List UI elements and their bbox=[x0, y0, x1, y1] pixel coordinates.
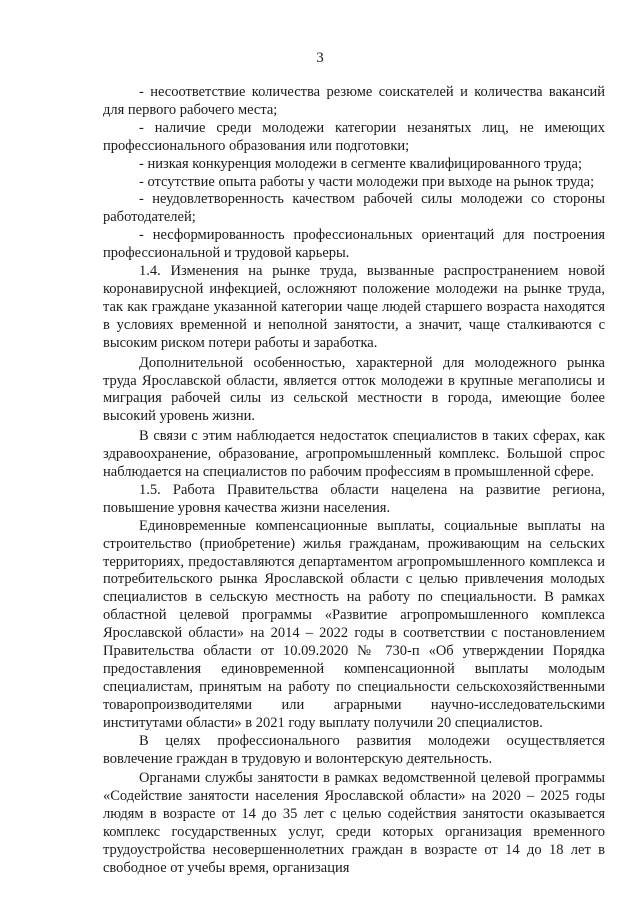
list-item-employer-dissatisfaction: - неудовлетворенность качеством рабочей силы молодежи со стороны работодателей; bbox=[103, 191, 605, 226]
list-item-career-orientation: - несформированность профессиональных ориентаций для построения профессиональной и трудовой карьеры. bbox=[103, 227, 605, 262]
list-item-no-experience: - отсутствие опыта работы у части молодежи при выходе на рынок труда; bbox=[139, 173, 595, 190]
paragraph-employment-services: Органами службы занятости в рамках ведомственной целевой программы «Содействие занятости населения Ярославской области» на 2020 – 2025 годы людям в возрасте от 14 до 35 лет с целью содействия занятости оказывается комплекс государственных услуг, среди которых организация временного трудоустройства несовершеннолетних граждан в возрасте от 14 до 18 лет в свободное от учебы время, организация bbox=[103, 770, 605, 876]
list-item-low-competition: - низкая конкуренция молодежи в сегменте квалифицированного труда; bbox=[139, 155, 582, 172]
paragraph-outflow: Дополнительной особенностью, характерной для молодежного рынка труда Ярославской области, является отток молодежи в крупные мегаполисы и миграция рабочей силы из сельской местности в города, имеющие более высокий уровень жизни. bbox=[103, 354, 605, 425]
paragraph-shortage: В связи с этим наблюдается недостаток специалистов в таких сферах, как здравоохранение, образование, агропромышленный комплекс. Большой спрос наблюдается на специалистов по рабочим профессиям в промышленной сфере. bbox=[103, 428, 605, 481]
page-number: 3 bbox=[316, 50, 324, 66]
list-item-resume-mismatch: - несоответствие количества резюме соискателей и количества вакансий для первого рабочего места; bbox=[103, 84, 605, 118]
paragraph-volunteering: В целях профессионального развития молодежи осуществляется вовлечение граждан в трудовую и волонтерскую деятельность. bbox=[103, 732, 605, 767]
paragraph-compensation: Единовременные компенсационные выплаты, социальные выплаты на строительство (приобретение) жилья гражданам, проживающим на сельских территориях, предоставляются департаментом агропромышленного комплекса и потребительского рынка Ярославской области с целью привлечения молодых специалистов в сельскую местность на работу по специальности. В рамках областной целевой программы «Развитие агропромышленного комплекса Ярославской области» на 2014 – 2022 годы в соответствии с постановлением Правительства области от 10.09.2020 № 730-п «Об утверждении Порядка предоставления единовременной компенсационной выплаты молодым специалистам, принятым на работу по специальности сельскохозяйственными товаропроизводителями или аграрными научно-исследовательскими институтами области» в 2021 году выплату получили 20 специалистов. bbox=[103, 517, 605, 731]
paragraph-1-5: 1.5. Работа Правительства области нацелена на развитие региона, повышение уровня качества жизни населения. bbox=[103, 481, 605, 516]
document-body bbox=[103, 84, 605, 878]
list-item-unemployed-youth: - наличие среди молодежи категории незанятых лиц, не имеющих профессионального образования или подготовки; bbox=[103, 119, 605, 154]
paragraph-1-4: 1.4. Изменения на рынке труда, вызванные распространением новой коронавирусной инфекцией, осложняют положение молодежи на рынке труда, так как граждане указанной категории чаще людей старшего возраста находятся в условиях временной и неполной занятости, а значит, чаще сталкиваются с высоким риском потери работы и заработка. bbox=[103, 263, 605, 351]
